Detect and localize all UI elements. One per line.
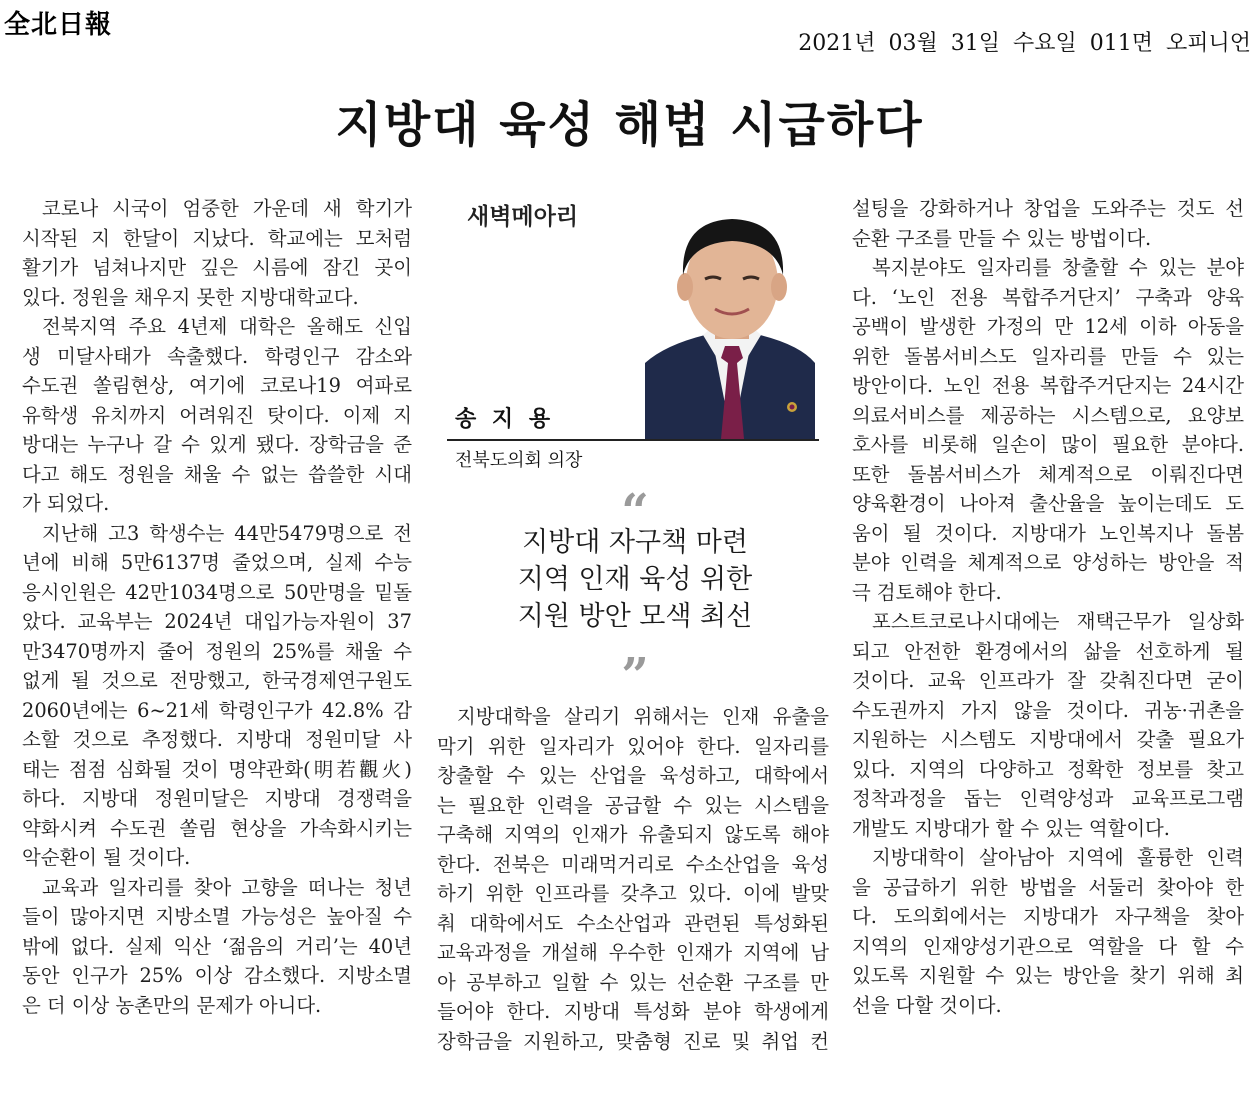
text-line: 지역의 인재양성기관으로 역할을 다 할 수 [852,934,1244,958]
text-line: 하기 위한 인프라를 갖추고 있다. 이에 발맞 [437,882,829,905]
text-line: 설팅을 강화하거나 창업을 도와주는 것도 선 [852,197,1244,220]
text-line: 순환 구조를 만들 수 있는 방법이다. [852,226,1152,250]
text-line: 정착과정을 돕는 인력양성과 교육프로그램 [852,787,1244,810]
text-line: 생 미달사태가 속출했다. 학령인구 감소와 [22,344,412,368]
text-line: 있다. 정원을 채우지 못한 지방대학교다. [22,285,359,309]
text-line: 공백이 발생한 가정의 만 12세 이하 아동을 [852,315,1244,338]
column-series-title: 새벽메아리 [467,204,579,230]
text-line: 수도권 쏠림현상, 여기에 코로나19 여파로 [22,374,412,397]
dateline [798,26,1251,57]
text-line: 교육과정을 개설해 우수한 인재가 지역에 남 [437,941,829,964]
section-name: 오피니언 [1165,31,1251,56]
pull-quote-line: 지역 인재 육성 위한 [517,564,753,595]
text-line: 극 검토해야 한다. [852,580,1002,604]
text-line: 지난해 고3 학생수는 44만5479명으로 전 [42,521,412,545]
text-line: 을 공급하기 위한 방법을 서둘러 찾아야 한 [852,875,1244,899]
text-line: 는 필요한 인력을 공급할 수 있는 시스템을 [437,793,829,817]
author-portrait-icon [645,213,820,439]
text-line: 밖에 없다. 실제 익산 ‘젊음의 거리’는 40년 [22,934,412,958]
text-line: 교육과 일자리를 찾아 고향을 떠나는 청년 [42,875,412,899]
text-line: 년에 비해 5만6137명 줄었으며, 실제 수능 [22,551,412,574]
close-quote-icon: ” [621,648,649,704]
text-line: 의료서비스를 제공하는 시스템으로, 요양보 [852,403,1244,427]
text-line: 있다. 지역의 다양하고 정확한 정보를 찾고 [852,757,1244,781]
publish-weekday: 수요일 [1012,31,1077,56]
text-line: 았다. 교육부는 2024년 대입가능자원이 37 [22,610,412,633]
pull-quote-line: 지방대 자구책 마련 [522,527,748,558]
text-line: 춰 대학에서도 수소산업과 관련된 특성화된 [437,911,829,935]
text-line: 없게 될 것으로 전망했고, 한국경제연구원도 [22,669,412,692]
text-line: 지원하는 시스템도 지방대에서 갖출 필요가 [852,728,1244,751]
open-quote-icon: “ [621,484,649,540]
article-column-3 [852,194,1244,1020]
text-line: 동안 인구가 25% 이상 감소했다. 지방소멸 [22,964,412,987]
text-line: 구축해 지역의 인재가 유출되지 않도록 해야 [437,823,829,846]
text-line: 시작된 지 한달이 지났다. 학교에는 모처럼 [22,226,412,250]
text-line: 지방대학을 살리기 위해서는 인재 유출을 [457,705,829,728]
text-line: 있도록 지원할 수 있는 방안을 찾기 위해 최 [852,964,1244,987]
text-line: 전북지역 주요 4년제 대학은 올해도 신입 [42,315,412,338]
text-line: 다. ‘노인 전용 복합주거단지’ 구축과 양육 [852,285,1244,309]
text-line: 방대는 누구나 갈 수 있게 됐다. 장학금을 준 [22,433,412,456]
text-line: 것이다. 교육 인프라가 잘 갖춰진다면 굳이 [852,669,1244,692]
author-photo [645,213,820,439]
text-line: 또한 돌봄서비스가 체계적으로 이뤄진다면 [852,462,1244,486]
text-line: 양육환경이 나아져 출산율을 높이는데도 도 [852,492,1244,515]
article-column-1 [22,194,412,1020]
text-line: 응시인원은 42만1034명으로 50만명을 밑돌 [22,580,412,604]
text-line: 약화시켜 수도권 쏠림 현상을 가속화시키는 [22,816,412,840]
text-line: 한다. 전북은 미래먹거리로 수소산업을 육성 [437,852,829,876]
page-number: 011면 [1089,31,1153,56]
author-name: 송 지 용 [455,407,555,432]
text-line: 복지분야도 일자리를 창출할 수 있는 분야 [872,256,1244,279]
text-line: 막기 위한 일자리가 있어야 한다. 일자리를 [437,734,829,758]
text-line: 되고 안전한 환경에서의 삶을 선호하게 될 [852,639,1244,663]
newspaper-masthead: 全北日報 [4,10,113,40]
text-line: 움이 될 것이다. 지방대가 노인복지나 돌봄 [852,521,1244,545]
text-line: 방안이다. 노인 전용 복합주거단지는 24시간 [852,374,1244,397]
pull-quote-line: 지원 방안 모색 최선 [517,601,753,632]
text-line: 소할 것으로 추정했다. 지방대 정원미달 사 [22,728,412,751]
author-title: 전북도의회 의장 [455,450,583,471]
article-column-2 [437,702,829,1056]
text-line: 분야 인력을 체계적으로 양성하는 방안을 적 [852,551,1244,574]
text-line: 장학금을 지원하고, 맞춤형 진로 및 취업 컨 [437,1029,829,1053]
text-line: 아 공부하고 일할 수 있는 선순환 구조를 만 [437,970,829,994]
text-line: 수도권까지 가지 않을 것이다. 귀농·귀촌을 [852,698,1244,722]
text-line: 만3470명까지 줄어 정원의 25%를 채울 수 [22,639,412,663]
text-line: 2060년에는 6~21세 학령인구가 42.8% 감 [22,698,412,722]
text-line: 태는 점점 심화될 것이 명약관화(明若觀火) [22,757,412,781]
text-line: 활기가 넘쳐나지만 깊은 시름에 잠긴 곳이 [22,256,412,279]
text-line: 위한 돌봄서비스도 일자리를 만들 수 있는 [852,344,1244,368]
text-line: 들어야 한다. 지방대 특성화 분야 학생에게 [437,1000,829,1023]
author-divider [447,439,819,441]
pull-quote [430,524,840,635]
text-line: 다. 도의회에서는 지방대가 자구책을 찾아 [852,905,1244,928]
text-line: 호사를 비롯해 일손이 많이 필요한 분야다. [852,433,1244,456]
text-line: 개발도 지방대가 할 수 있는 역할이다. [852,816,1170,840]
text-line: 코로나 시국이 엄중한 가운데 새 학기가 [42,197,412,220]
publish-date: 2021년 03월 31일 [798,31,1000,56]
text-line: 가 되었다. [22,492,110,515]
text-line: 하다. 지방대 정원미달은 지방대 경쟁력을 [22,787,412,810]
text-line: 유학생 유치까지 어려워진 탓이다. 이제 지 [22,403,412,427]
text-line: 선을 다할 것이다. [852,993,1002,1017]
text-line: 들이 많아지면 지방소멸 가능성은 높아질 수 [22,905,412,928]
text-line: 다고 해도 정원을 채울 수 없는 씁쓸한 시대 [22,462,412,486]
text-line: 창출할 수 있는 산업을 육성하고, 대학에서 [437,764,829,787]
text-line: 지방대학이 살아남아 지역에 훌륭한 인력 [872,846,1244,869]
text-line: 포스트코로나시대에는 재택근무가 일상화 [872,610,1244,633]
text-line: 은 더 이상 농촌만의 문제가 아니다. [22,993,322,1017]
text-line: 악순환이 될 것이다. [22,846,191,869]
article-headline: 지방대 육성 해법 시급하다 [335,97,924,153]
